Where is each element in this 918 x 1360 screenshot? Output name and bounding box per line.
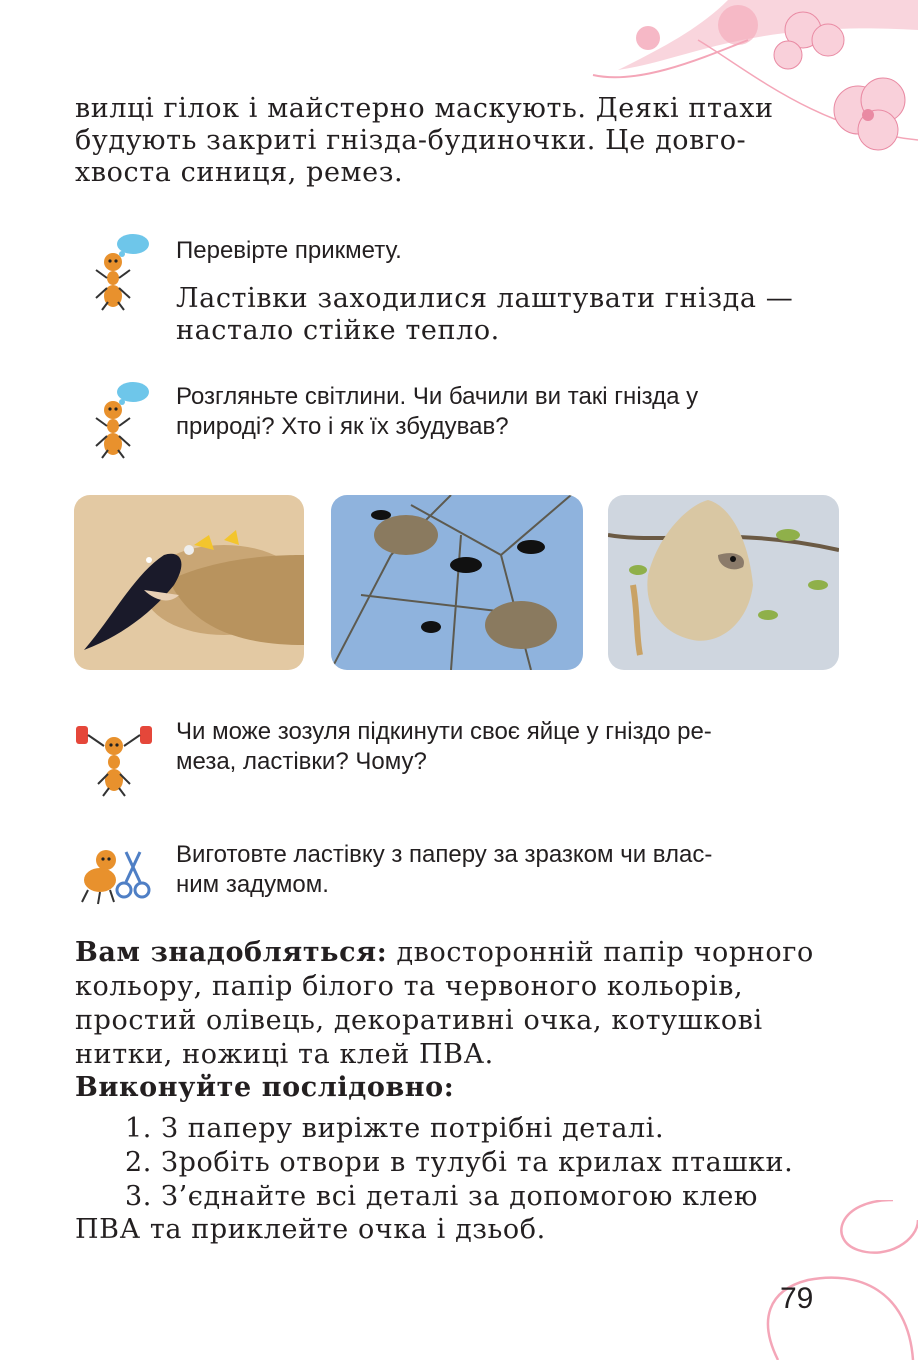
materials-paragraph: [75, 936, 839, 1072]
step-text: З’єднайте всі деталі за допомогою клею: [161, 1181, 759, 1212]
intro-line: вилці гілок і майстерно маскують. Деякі птахи: [75, 93, 774, 124]
materials-line: нитки, ножиці та клей ПВА.: [75, 1039, 494, 1070]
materials-label: Вам знадобляться:: [75, 937, 388, 968]
swirl-decoration-bottom: [718, 1200, 918, 1360]
swallow-nest-photo: [74, 495, 304, 670]
remez-nest-photo: [608, 495, 839, 670]
task3-line: меза, ластівки? Чому?: [176, 748, 427, 775]
task3-line: Чи може зозуля підкинути своє яйце у гніздо ре-: [176, 718, 712, 745]
proverb: [176, 283, 839, 347]
ant-thinking-icon: [88, 380, 154, 460]
step-text: Зробіть отвори в тулубі та крилах пташки.: [161, 1147, 794, 1178]
intro-paragraph: [75, 93, 839, 189]
task1-prompt: Перевірте прикмету.: [176, 237, 402, 264]
step-number: 3.: [125, 1181, 152, 1212]
ant-thinking-icon: [88, 232, 154, 312]
step-number: 1.: [125, 1113, 152, 1144]
task2-line: Розгляньте світлини. Чи бачили ви такі гнізда у: [176, 383, 699, 410]
proverb-line: настало стійке тепло.: [176, 315, 500, 346]
task4-line: Виготовте ластівку з паперу за зразком чи влас-: [176, 841, 713, 868]
intro-line: хвоста синиця, ремез.: [75, 157, 404, 188]
materials-line: простий олівець, декоративні очка, котушкові: [75, 1005, 763, 1036]
materials-line: двосторонній папір чорного: [387, 937, 814, 968]
task3-text: [176, 717, 839, 777]
ant-weights-icon: [76, 716, 152, 798]
task4-text: [176, 840, 839, 900]
steps-title: Виконуйте послідовно:: [75, 1072, 455, 1103]
step-text: З паперу виріжте потрібні деталі.: [161, 1113, 665, 1144]
intro-line: будують закриті гнізда-будиночки. Це довго-: [75, 125, 747, 156]
rook-nests-photo: [331, 495, 583, 670]
step-text: ПВА та приклейте очка і дзьоб.: [75, 1214, 546, 1245]
page-number: 79: [780, 1282, 814, 1315]
step-number: 2.: [125, 1147, 152, 1178]
task2-line: природі? Хто і як їх збудував?: [176, 413, 509, 440]
step-item: [75, 1146, 839, 1179]
materials-line: кольору, папір білого та червоного кольорів,: [75, 971, 744, 1002]
proverb-line: Ластівки заходилися лаштувати гнізда —: [176, 283, 794, 314]
task2-text: [176, 382, 839, 442]
ant-scissors-icon: [78, 842, 152, 908]
step-item: [75, 1112, 839, 1145]
task4-line: ним задумом.: [176, 871, 329, 898]
